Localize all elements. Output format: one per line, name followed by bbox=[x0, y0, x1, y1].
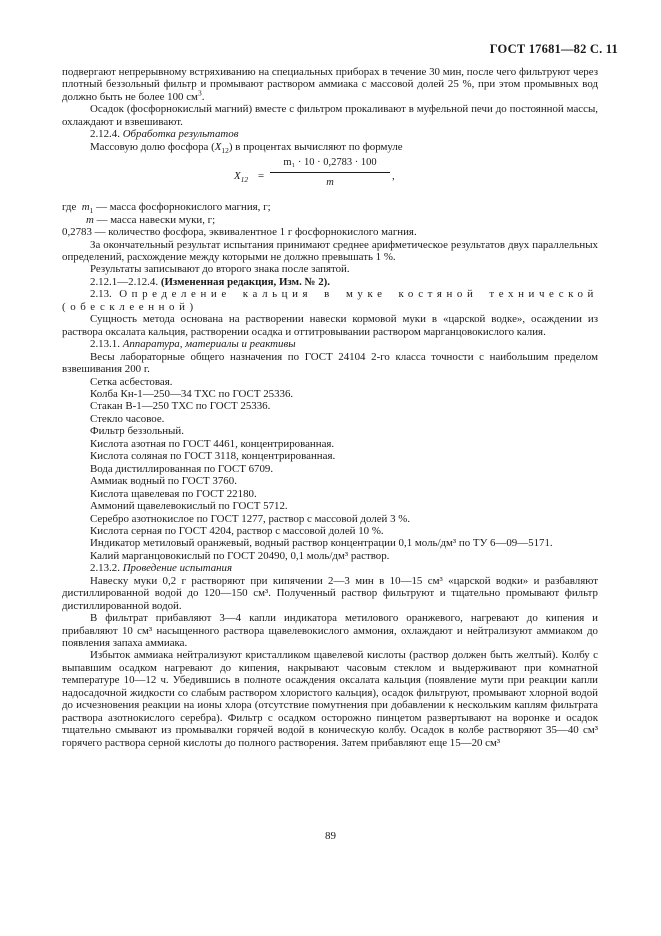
amendment-note: 2.12.1—2.12.4. (Измененная редакция, Изм. № 2). bbox=[90, 275, 330, 288]
list-item: Калий марганцовокислый по ГОСТ 20490, 0,1 моль/дм³ раствор. bbox=[90, 549, 390, 562]
list-item: Весы лабораторные общего назначения по ГОСТ 24104 2-го класса точности с наибольшим пределом взвешивания 200 г. bbox=[62, 350, 598, 376]
paragraph-method-essence: Сущность метода основана на растворении навески кормовой муки в «царской водке», осаждении из раствора оксалата кальция, растворении осадка и оттитровывании раствором марганцовокислого калия. bbox=[62, 313, 598, 338]
paragraph-continuation: подвергают непрерывному встряхиванию на специальных приборах в течение 30 мин, после чего фильтруют через плотный беззольный фильтр и промывают раствором аммиака с массовой долей 25 %, при этом промывных вод должно быть не более 100 $см^3$. bbox=[62, 66, 598, 103]
formula-fraction bbox=[270, 157, 390, 189]
list-item: Кислота щавелевая по ГОСТ 22180. bbox=[90, 487, 257, 500]
list-item: Серебро азотнокислое по ГОСТ 1277, раствор с массовой долей 3 %. bbox=[90, 512, 411, 525]
list-item: Стакан В-1—250 ТХС по ГОСТ 25336. bbox=[90, 400, 271, 413]
paragraph-formula-intro: Массовую долю фосфора $(X_{12})$ в процентах вычисляют по формуле bbox=[90, 140, 403, 155]
paragraph-rounding: Результаты записывают до второго знака после запятой. bbox=[90, 263, 350, 276]
page-body bbox=[62, 66, 598, 749]
list-item: Вода дистиллированная по ГОСТ 6709. bbox=[90, 462, 274, 475]
legend-line-m: m — масса навески муки, г; bbox=[86, 213, 216, 226]
paragraph-dissolution: Навеску муки 0,2 г растворяют при кипячении 2—3 мин в 10—15 см³ «царской водки» и разбавляют дистиллированной водой до 120—150 см³. Полученный раствор фильтруют и тщательно промывают фильтр дистиллированной водой. bbox=[62, 574, 598, 612]
paragraph-precipitation: В фильтрат прибавляют 3—4 капли индикатора метилового оранжевого, нагревают до кипения и прибавляют 10 см³ насыщенного раствора щавелевокислого аммония, охлаждают и нейтрализуют аммиаком до появления запаха аммиака. bbox=[62, 612, 598, 650]
section-heading-2-12-4: 2.12.4. Обработка результатов bbox=[90, 128, 239, 141]
section-heading-2-13-2: 2.13.2. Проведение испытания bbox=[90, 562, 233, 575]
legend-line-m1: где $m_1$ — масса фосфорнокислого магния, г; bbox=[62, 201, 271, 216]
equipment-list bbox=[62, 351, 598, 563]
formula-comma: , bbox=[392, 170, 395, 183]
formula-equals: = bbox=[258, 170, 265, 183]
section-heading-2-13: 2.13. Определение кальция в муке костяной технической (обесклеенной) bbox=[62, 288, 598, 313]
section-heading-2-13-1: 2.13.1. Аппаратура, материалы и реактивы bbox=[90, 338, 296, 351]
list-item: Аммоний щавелевокислый по ГОСТ 5712. bbox=[90, 500, 288, 513]
formula-numerator: m₁ · 10 · 0,2783 · 100 bbox=[270, 157, 390, 172]
paragraph-ashing: Осадок (фосфорнокислый магний) вместе с фильтром прокаливают в муфельной печи до постоянной массы, охлаждают и взвешивают. bbox=[62, 103, 598, 128]
page-number: 89 bbox=[325, 830, 336, 842]
list-item: Сетка асбестовая. bbox=[90, 375, 173, 388]
formula-phosphorus bbox=[62, 157, 598, 197]
paragraph-final-result: За окончательный результат испытания принимают среднее арифметическое результатов двух параллельных определений, расхождение между которыми не должно превышать 1 %. bbox=[62, 238, 598, 263]
paragraph-filtration: Избыток аммиака нейтрализуют кристалликом щавелевой кислоты (раствор должен быть желтый). Колбу с выпавшим осадком нагревают до кипения, накрывают часовым стеклом и выдерживают при комнатной температуре 10—12 ч. Убедившись в полноте осаждения оксалата кальция (появление мути при реакции капли надосадочной жидкости со слабым раствором хлористого кальция), осадок фильтруют, промывают хлорной водой до исчезновения реакции на ионы хлора (отсутствие помутнения при добавлении к нескольким каплям фильтрата раствора азотнокислого серебра). Фильтр с осадком осторожно пинцетом развертывают на воронке и осадок тщательно смывают из промывалки горячей водой в коническую колбу. Осадок в колбе растворяют 35—40 см³ горячего раствора серной кислоты до полного растворения. Затем прибавляют еще 15—20 см³ bbox=[62, 649, 598, 749]
list-item: Фильтр беззольный. bbox=[90, 425, 184, 438]
formula-denominator: m bbox=[326, 176, 334, 188]
running-header: ГОСТ 17681—82 С. 11 bbox=[489, 42, 618, 56]
list-item: Кислота серная по ГОСТ 4204, раствор с массовой долей 10 %. bbox=[90, 524, 384, 537]
list-item: Аммиак водный по ГОСТ 3760. bbox=[90, 475, 237, 488]
legend-line-constant: 0,2783 — количество фосфора, эквивалентное 1 г фосфорнокислого магния. bbox=[62, 226, 417, 239]
list-item: Колба Кн-1—250—34 ТХС по ГОСТ 25336. bbox=[90, 387, 294, 400]
list-item: Кислота азотная по ГОСТ 4461, концентрированная. bbox=[90, 437, 335, 450]
formula-legend bbox=[62, 201, 598, 238]
formula-lhs: $X_{12}$ bbox=[234, 170, 249, 185]
list-item: Кислота соляная по ГОСТ 3118, концентрированная. bbox=[90, 450, 336, 463]
list-item: Стекло часовое. bbox=[90, 412, 165, 425]
list-item: Индикатор метиловый оранжевый, водный раствор концентрации 0,1 моль/дм³ по ТУ 6—09—5171. bbox=[90, 537, 553, 550]
